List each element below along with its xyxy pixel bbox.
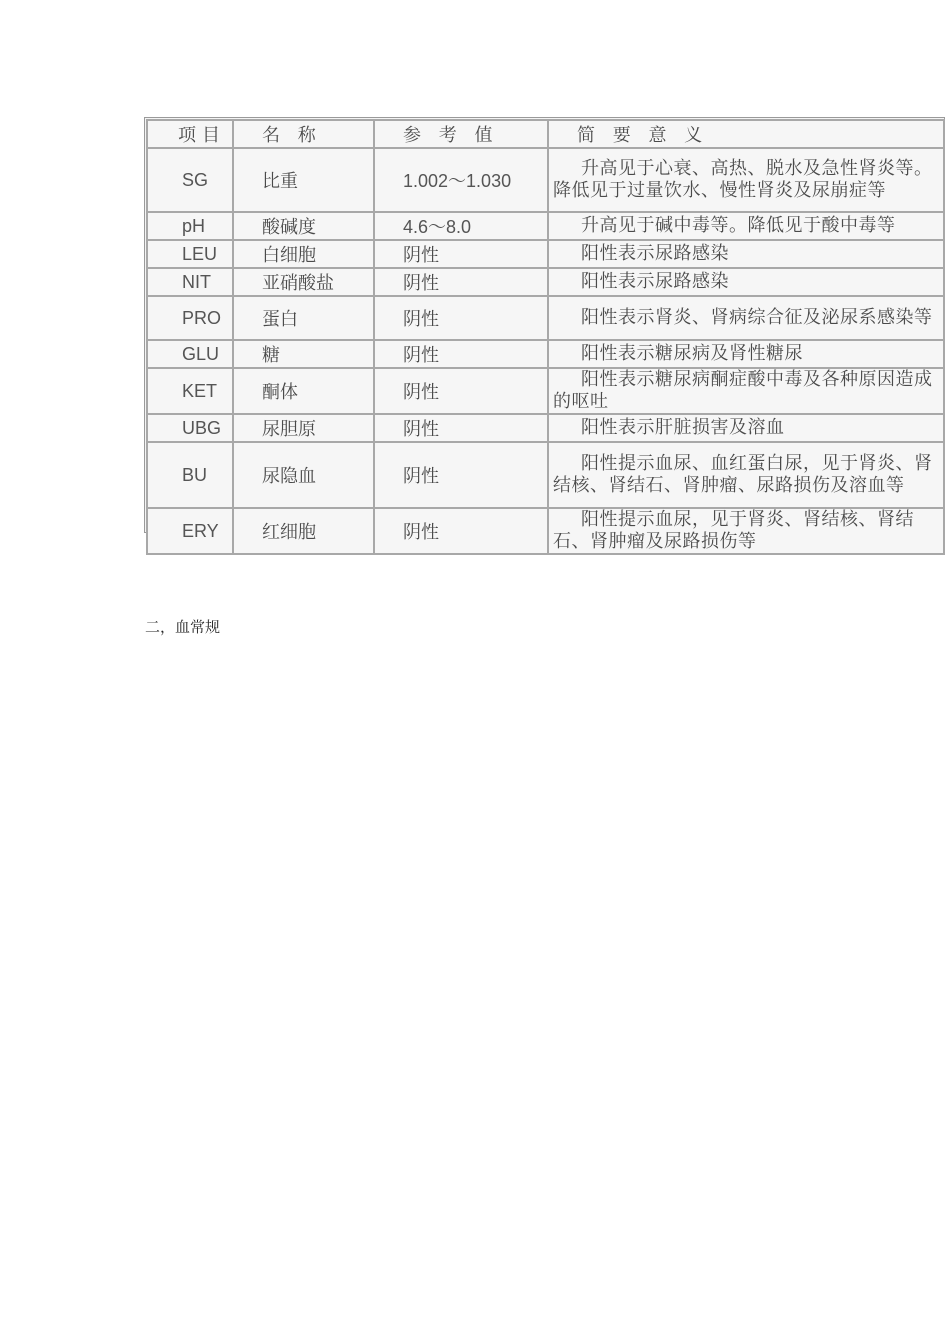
table-header-row [147,120,944,148]
row-name: 比重 [233,148,374,212]
table-row [147,442,944,508]
row-reference: 1.002～1.030 [374,148,548,212]
row-name: 糖 [233,340,374,368]
section-heading: 二，血常规 [145,618,221,636]
row-reference: 阴性 [374,368,548,414]
row-reference: 4.6～8.0 [374,212,548,240]
row-code: SG [147,148,233,212]
row-name: 尿隐血 [233,442,374,508]
table-row [147,508,944,554]
row-name: 酸碱度 [233,212,374,240]
row-significance: 升高见于碱中毒等。降低见于酸中毒等 [548,212,944,240]
header-item: 项目 [147,120,233,148]
row-significance: 阳性表示尿路感染 [548,268,944,296]
table-row [147,296,944,340]
row-name: 尿胆原 [233,414,374,442]
row-significance: 升高见于心衰、高热、脱水及急性肾炎等。降低见于过量饮水、慢性肾炎及尿崩症等 [548,148,944,212]
row-significance: 阳性表示糖尿病酮症酸中毒及各种原因造成的呕吐 [548,368,944,414]
row-significance: 阳性表示尿路感染 [548,240,944,268]
row-reference: 阴性 [374,340,548,368]
row-name: 红细胞 [233,508,374,554]
table-row [147,268,944,296]
row-code: ERY [147,508,233,554]
table-row [147,240,944,268]
row-reference: 阴性 [374,414,548,442]
table-row [147,414,944,442]
urinalysis-table-image [144,117,945,552]
header-reference: 参 考 值 [374,120,548,148]
table-row [147,368,944,414]
row-reference: 阴性 [374,268,548,296]
row-code: PRO [147,296,233,340]
row-significance: 阳性表示肾炎、肾病综合征及泌尿系感染等 [548,296,944,340]
row-name: 酮体 [233,368,374,414]
row-name: 白细胞 [233,240,374,268]
header-significance: 简 要 意 义 [548,120,944,148]
row-name: 亚硝酸盐 [233,268,374,296]
row-code: BU [147,442,233,508]
row-code: UBG [147,414,233,442]
row-code: LEU [147,240,233,268]
row-reference: 阴性 [374,296,548,340]
row-code: NIT [147,268,233,296]
row-code: pH [147,212,233,240]
row-significance: 阳性表示糖尿病及肾性糖尿 [548,340,944,368]
table-row [147,340,944,368]
table-row [147,212,944,240]
header-name: 名 称 [233,120,374,148]
row-reference: 阴性 [374,508,548,554]
row-reference: 阴性 [374,240,548,268]
row-name: 蛋白 [233,296,374,340]
row-significance: 阳性提示血尿，见于肾炎、肾结核、肾结石、肾肿瘤及尿路损伤等 [548,508,944,554]
row-significance: 阳性表示肝脏损害及溶血 [548,414,944,442]
row-significance: 阳性提示血尿、血红蛋白尿，见于肾炎、肾结核、肾结石、肾肿瘤、尿路损伤及溶血等 [548,442,944,508]
urinalysis-table [146,119,945,555]
table-row [147,148,944,212]
row-code: GLU [147,340,233,368]
row-code: KET [147,368,233,414]
row-reference: 阴性 [374,442,548,508]
